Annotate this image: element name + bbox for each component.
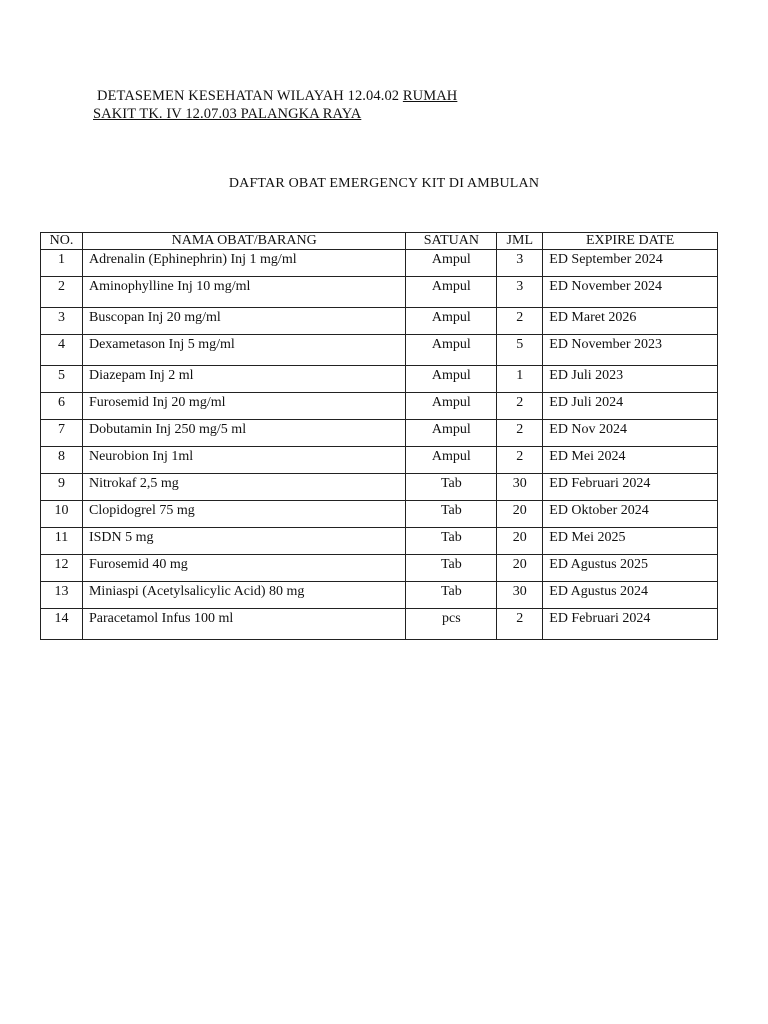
cell-no: 6 <box>41 393 83 420</box>
table-row <box>41 366 718 393</box>
cell-no: 8 <box>41 447 83 474</box>
cell-no: 7 <box>41 420 83 447</box>
header-line-2: SAKIT TK. IV 12.07.03 PALANGKA RAYA <box>93 106 362 122</box>
cell-name: Aminophylline Inj 10 mg/ml <box>82 277 405 308</box>
table-row <box>41 277 718 308</box>
cell-no: 14 <box>41 609 83 640</box>
column-header-no: NO. <box>41 233 83 250</box>
cell-expire: ED Maret 2026 <box>543 308 718 335</box>
cell-expire: ED Oktober 2024 <box>543 501 718 528</box>
header-underlined-word: RUMAH <box>402 88 458 104</box>
cell-jml: 30 <box>497 582 543 609</box>
cell-satuan: Ampul <box>406 366 497 393</box>
cell-no: 2 <box>41 277 83 308</box>
cell-expire: ED Mei 2024 <box>543 447 718 474</box>
cell-satuan: Tab <box>406 501 497 528</box>
table-row <box>41 609 718 640</box>
table-row <box>41 335 718 366</box>
table-row <box>41 555 718 582</box>
cell-name: Nitrokaf 2,5 mg <box>82 474 405 501</box>
cell-no: 12 <box>41 555 83 582</box>
cell-no: 11 <box>41 528 83 555</box>
cell-expire: ED Juli 2023 <box>543 366 718 393</box>
table-row <box>41 447 718 474</box>
cell-no: 4 <box>41 335 83 366</box>
cell-jml: 5 <box>497 335 543 366</box>
cell-satuan: Ampul <box>406 250 497 277</box>
cell-no: 13 <box>41 582 83 609</box>
table-row <box>41 501 718 528</box>
cell-no: 3 <box>41 308 83 335</box>
cell-expire: ED September 2024 <box>543 250 718 277</box>
table-header-row <box>41 233 718 250</box>
table-row <box>41 308 718 335</box>
cell-satuan: Tab <box>406 474 497 501</box>
cell-satuan: Ampul <box>406 335 497 366</box>
cell-name: Diazepam Inj 2 ml <box>82 366 405 393</box>
column-header-expire: EXPIRE DATE <box>543 233 718 250</box>
table-row <box>41 420 718 447</box>
column-header-name: NAMA OBAT/BARANG <box>82 233 405 250</box>
cell-satuan: Ampul <box>406 420 497 447</box>
cell-expire: ED Februari 2024 <box>543 474 718 501</box>
cell-satuan: Tab <box>406 582 497 609</box>
table-body <box>41 250 718 640</box>
cell-expire: ED Juli 2024 <box>543 393 718 420</box>
cell-expire: ED Nov 2024 <box>543 420 718 447</box>
table-row <box>41 582 718 609</box>
cell-jml: 2 <box>497 609 543 640</box>
cell-jml: 3 <box>497 277 543 308</box>
cell-jml: 2 <box>497 393 543 420</box>
cell-jml: 2 <box>497 308 543 335</box>
cell-satuan: pcs <box>406 609 497 640</box>
cell-no: 5 <box>41 366 83 393</box>
cell-satuan: Ampul <box>406 393 497 420</box>
header-line-1 <box>93 87 457 105</box>
cell-satuan: Tab <box>406 555 497 582</box>
cell-jml: 20 <box>497 555 543 582</box>
cell-no: 10 <box>41 501 83 528</box>
cell-jml: 2 <box>497 447 543 474</box>
header-institution: DETASEMEN KESEHATAN WILAYAH 12.04.02 <box>97 88 403 104</box>
cell-jml: 3 <box>497 250 543 277</box>
cell-satuan: Ampul <box>406 277 497 308</box>
cell-jml: 2 <box>497 420 543 447</box>
cell-satuan: Ampul <box>406 447 497 474</box>
cell-no: 9 <box>41 474 83 501</box>
table-row <box>41 474 718 501</box>
table-row <box>41 250 718 277</box>
cell-name: Furosemid Inj 20 mg/ml <box>82 393 405 420</box>
cell-name: Neurobion Inj 1ml <box>82 447 405 474</box>
cell-name: Paracetamol Infus 100 ml <box>82 609 405 640</box>
cell-satuan: Tab <box>406 528 497 555</box>
cell-expire: ED Februari 2024 <box>543 609 718 640</box>
table-row <box>41 528 718 555</box>
cell-name: Miniaspi (Acetylsalicylic Acid) 80 mg <box>82 582 405 609</box>
cell-expire: ED November 2023 <box>543 335 718 366</box>
cell-expire: ED Agustus 2024 <box>543 582 718 609</box>
cell-expire: ED Agustus 2025 <box>543 555 718 582</box>
cell-name: Clopidogrel 75 mg <box>82 501 405 528</box>
cell-expire: ED Mei 2025 <box>543 528 718 555</box>
table-row <box>41 393 718 420</box>
column-header-satuan: SATUAN <box>406 233 497 250</box>
cell-name: Furosemid 40 mg <box>82 555 405 582</box>
column-header-jml: JML <box>497 233 543 250</box>
cell-name: Dexametason Inj 5 mg/ml <box>82 335 405 366</box>
cell-jml: 20 <box>497 528 543 555</box>
document-header <box>93 87 457 123</box>
cell-no: 1 <box>41 250 83 277</box>
cell-satuan: Ampul <box>406 308 497 335</box>
document-title: DAFTAR OBAT EMERGENCY KIT DI AMBULAN <box>228 176 540 191</box>
cell-name: ISDN 5 mg <box>82 528 405 555</box>
cell-jml: 1 <box>497 366 543 393</box>
cell-name: Adrenalin (Ephinephrin) Inj 1 mg/ml <box>82 250 405 277</box>
medicine-table <box>40 232 718 640</box>
cell-jml: 20 <box>497 501 543 528</box>
cell-jml: 30 <box>497 474 543 501</box>
cell-expire: ED November 2024 <box>543 277 718 308</box>
cell-name: Buscopan Inj 20 mg/ml <box>82 308 405 335</box>
cell-name: Dobutamin Inj 250 mg/5 ml <box>82 420 405 447</box>
